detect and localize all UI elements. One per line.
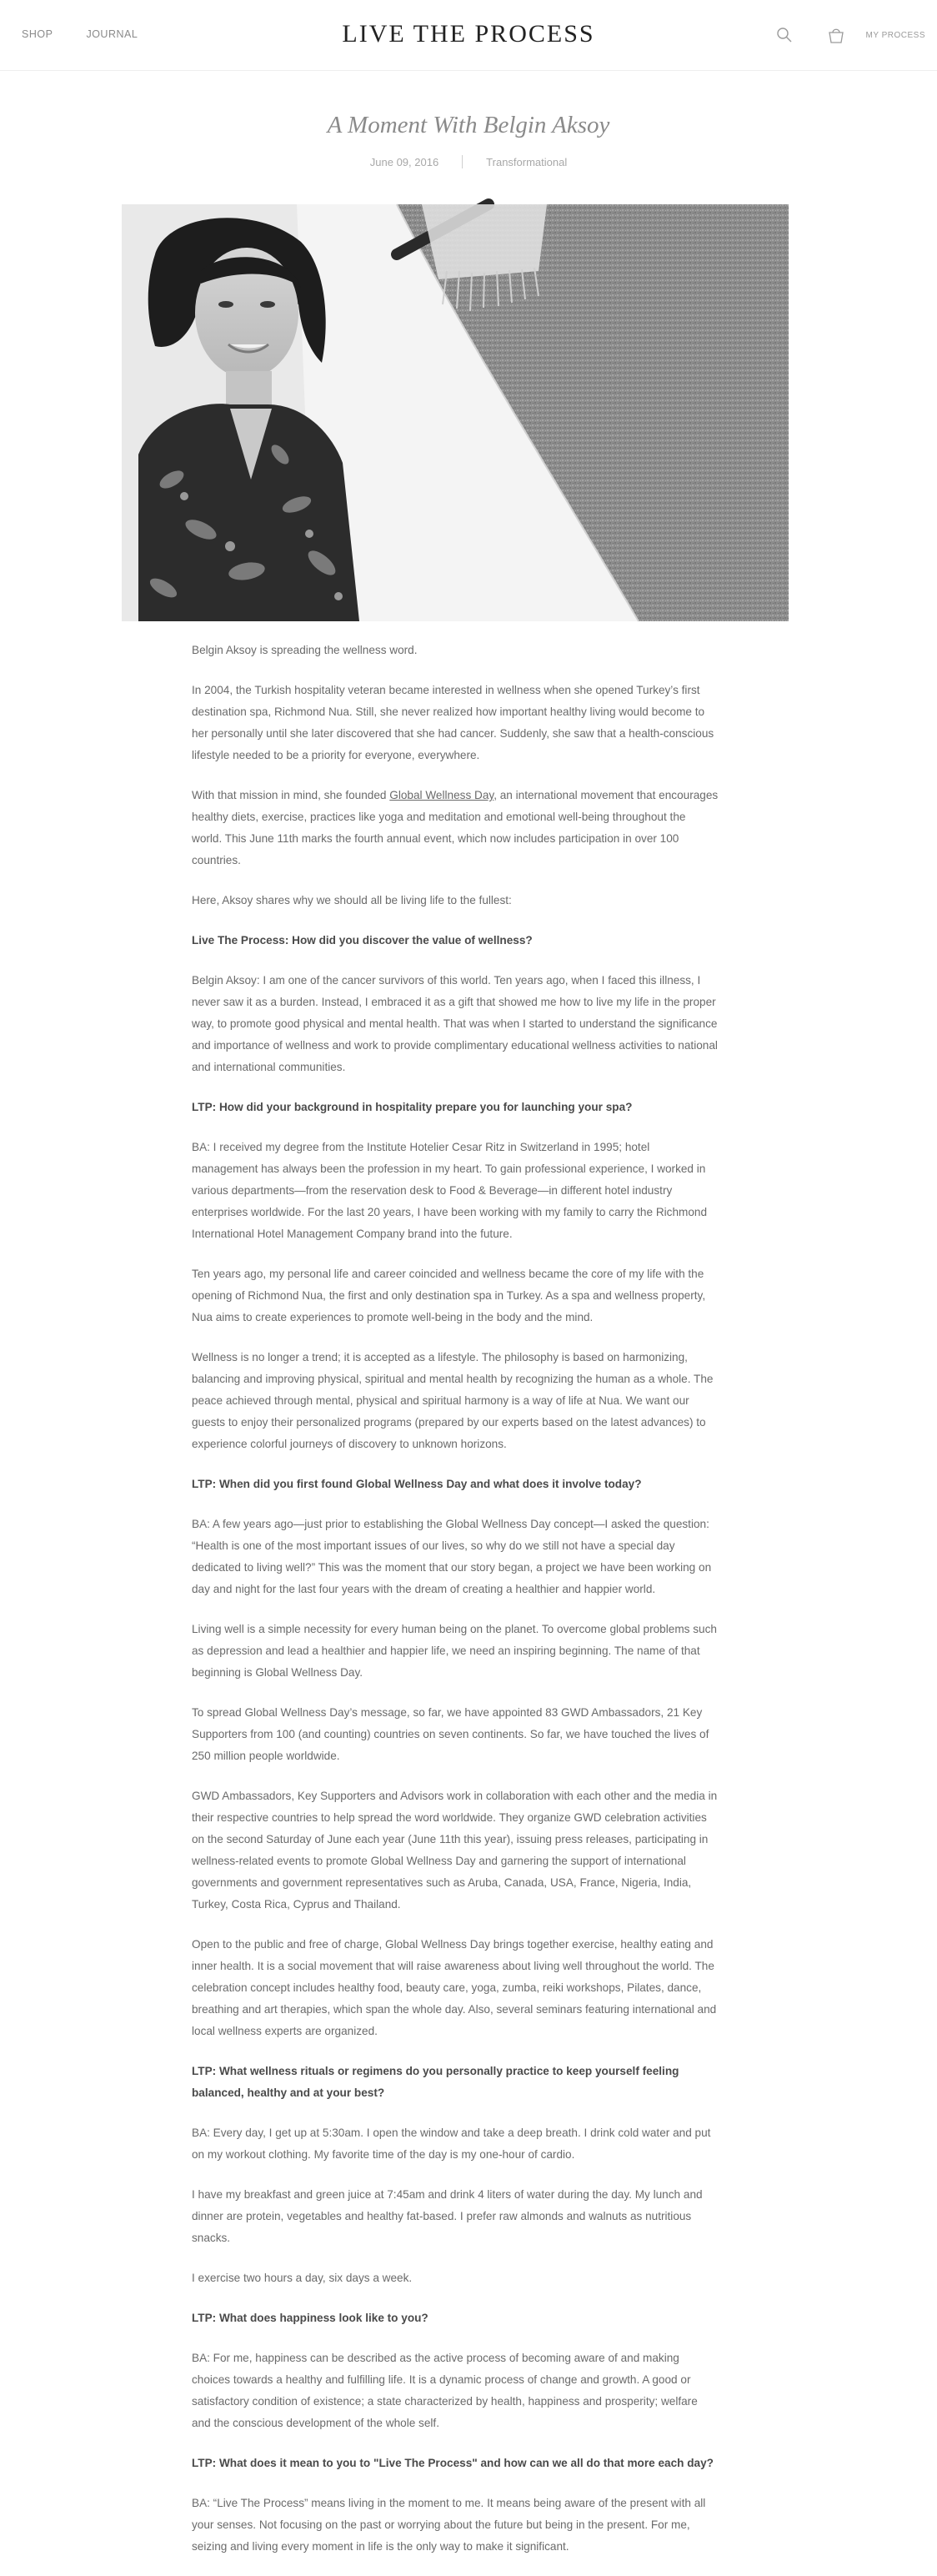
- search-icon[interactable]: [774, 25, 794, 45]
- post-category-link[interactable]: Transformational: [486, 155, 568, 168]
- paragraph: BA: I received my degree from the Institute Hotelier Cesar Ritz in Switzerland in 1995; hotel management has always been the profession in my heart. To gain professional experience, I worked in various departments—from the reservation desk to Food & Beverage—in different hotel industry enterprises worldwide. For the last 20 years, I have been working with my family to carry the Richmond International Hotel Management Company brand into the future.: [192, 1141, 708, 1240]
- text-span: With that mission in mind, she founded: [192, 789, 390, 801]
- paragraph: I exercise two hours a day, six days a week.: [192, 2272, 413, 2284]
- meta-divider: [462, 155, 463, 168]
- paragraph: BA: For me, happiness can be described as the active process of becoming aware of and making choices towards a healthy and fulfilling life. It is a dynamic process of change and growth. A good or satisfactory condition of existence; a state characterized by health, happiness and prosperity; welfare and the conscious development of the whole self.: [192, 2352, 698, 2429]
- nav-journal-link[interactable]: JOURNAL: [86, 28, 138, 40]
- paragraph: Living well is a simple necessity for every human being on the planet. To overcome global problems such as depression and lead a healthier and happier life, we need an inspiring beginning. The name of that beginning is Global Wellness Day.: [192, 1623, 717, 1679]
- paragraph: BA: Every day, I get up at 5:30am. I open the window and take a deep breath. I drink cold water and put on my workout clothing. My favorite time of the day is my one-hour of cardio.: [192, 2127, 711, 2161]
- paragraph: In 2004, the Turkish hospitality veteran became interested in wellness when she opened Turkey’s first destination spa, Richmond Nua. Still, she never realized how important healthy living would become to her personally until she later discovered that she had cancer. Suddenly, she saw that a health-conscious lifestyle needed to be a priority for everyone, everywhere.: [192, 684, 714, 761]
- paragraph: [192, 785, 719, 871]
- paragraph: To spread Global Wellness Day’s message, so far, we have appointed 83 GWD Ambassadors, 21 Key Supporters from 100 (and counting) countries on seven continents. So far, we have touched the lives of 250 million people worldwide.: [192, 1706, 709, 1762]
- site-logo[interactable]: LIVE THE PROCESS: [342, 20, 595, 48]
- paragraph: Here, Aksoy shares why we should all be living life to the fullest:: [192, 894, 512, 906]
- interview-question: LTP: What does it mean to you to "Live The Process" and how can we all do that more each day?: [192, 2457, 714, 2469]
- interview-question: LTP: How did your background in hospitality prepare you for launching your spa?: [192, 1101, 633, 1113]
- paragraph: GWD Ambassadors, Key Supporters and Advisors work in collaboration with each other and the media in their respective countries to help spread the word worldwide. They organize GWD celebration activities on the second Saturday of June each year (June 11th this year), issuing press releases, participating in wellness-related events to promote Global Wellness Day and garnering the support of international governments and government representatives such as Aruba, Canada, USA, France, Nigeria, India, Turkey, Costa Rica, Cyprus and Thailand.: [192, 1790, 718, 1911]
- paragraph: Belgin Aksoy is spreading the wellness word.: [192, 644, 418, 656]
- interview-question: LTP: What wellness rituals or regimens do you personally practice to keep yourself feeling balanced, healthy and at your best?: [192, 2065, 679, 2099]
- paragraph: Belgin Aksoy: I am one of the cancer survivors of this world. Ten years ago, when I faced this illness, I never saw it as a burden. Instead, I embraced it as a gift that showed me how to live my life in the proper way, to promote good physical and mental health. That was when I started to understand the significance and importance of wellness and work to provide complimentary educational wellness activities to national and international communities.: [192, 974, 718, 1073]
- interview-question: LTP: What does happiness look like to you?: [192, 2312, 428, 2324]
- interview-question: LTP: When did you first found Global Wellness Day and what does it involve today?: [192, 1478, 642, 1490]
- paragraph: BA: A few years ago—just prior to establishing the Global Wellness Day concept—I asked the question: “Health is one of the most important issues of our lives, so why do we still not have a special day dedicated to living well?” This was the moment that our story began, a project we have been working on day and night for the last four years with the dream of creating a healthier and happier world.: [192, 1518, 712, 1595]
- utility-nav: [774, 25, 926, 45]
- paragraph: I have my breakfast and green juice at 7:45am and drink 4 liters of water during the day. My lunch and dinner are protein, vegetables and healthy fat-based. I prefer raw almonds and walnuts as nutritious snacks.: [192, 2188, 703, 2244]
- interview-question: Live The Process: How did you discover the value of wellness?: [192, 934, 533, 947]
- hero-image: [122, 204, 789, 621]
- nav-shop-link[interactable]: SHOP: [22, 28, 53, 40]
- paragraph: Open to the public and free of charge, Global Wellness Day brings together exercise, healthy eating and inner health. It is a social movement that will raise awareness about living well throughout the world. The celebration concept includes healthy food, beauty care, yoga, zumba, reiki workshops, Pilates, dance, breathing and art therapies, which span the whole day. Also, several seminars featuring international and local wellness experts are organized.: [192, 1938, 717, 2037]
- post-title: A Moment With Belgin Aksoy: [327, 112, 610, 138]
- post-date: June 09, 2016: [369, 155, 439, 168]
- article-body: [192, 640, 719, 2576]
- shopping-bag-icon[interactable]: [826, 25, 846, 45]
- global-wellness-day-link[interactable]: Global Wellness Day: [389, 789, 494, 801]
- my-process-link[interactable]: MY PROCESS: [865, 30, 925, 40]
- post-meta: [0, 155, 937, 168]
- paragraph: Ten years ago, my personal life and career coincided and wellness became the core of my life with the opening of Richmond Nua, the first and only destination spa in Turkey. As a spa and wellness property, Nua aims to create experiences to promote well-being in the body and the mind.: [192, 1268, 706, 1323]
- paragraph: BA: “Live The Process” means living in the moment to me. It means being aware of the present with all your senses. Not focusing on the past or worrying about the future but being in the present. For me, seizing and living every moment in life is the only way to make it significant.: [192, 2497, 706, 2553]
- text-span: , an international movement that encourages healthy diets, exercise, practices like yoga and meditation and emotional well-being throughout the world. This June 11th marks the fourth annual event, which now includes participation in over 100 countries.: [192, 789, 719, 866]
- site-header: [0, 0, 937, 71]
- paragraph: Wellness is no longer a trend; it is accepted as a lifestyle. The philosophy is based on harmonizing, balancing and improving physical, spiritual and mental health by recognizing the human as a whole. The peace achieved through mental, physical and spiritual harmony is a way of life at Nua. We want our guests to enjoy their personalized programs (prepared by our experts based on the latest advances) to experience colorful journeys of discovery to unknown horizons.: [192, 1351, 714, 1450]
